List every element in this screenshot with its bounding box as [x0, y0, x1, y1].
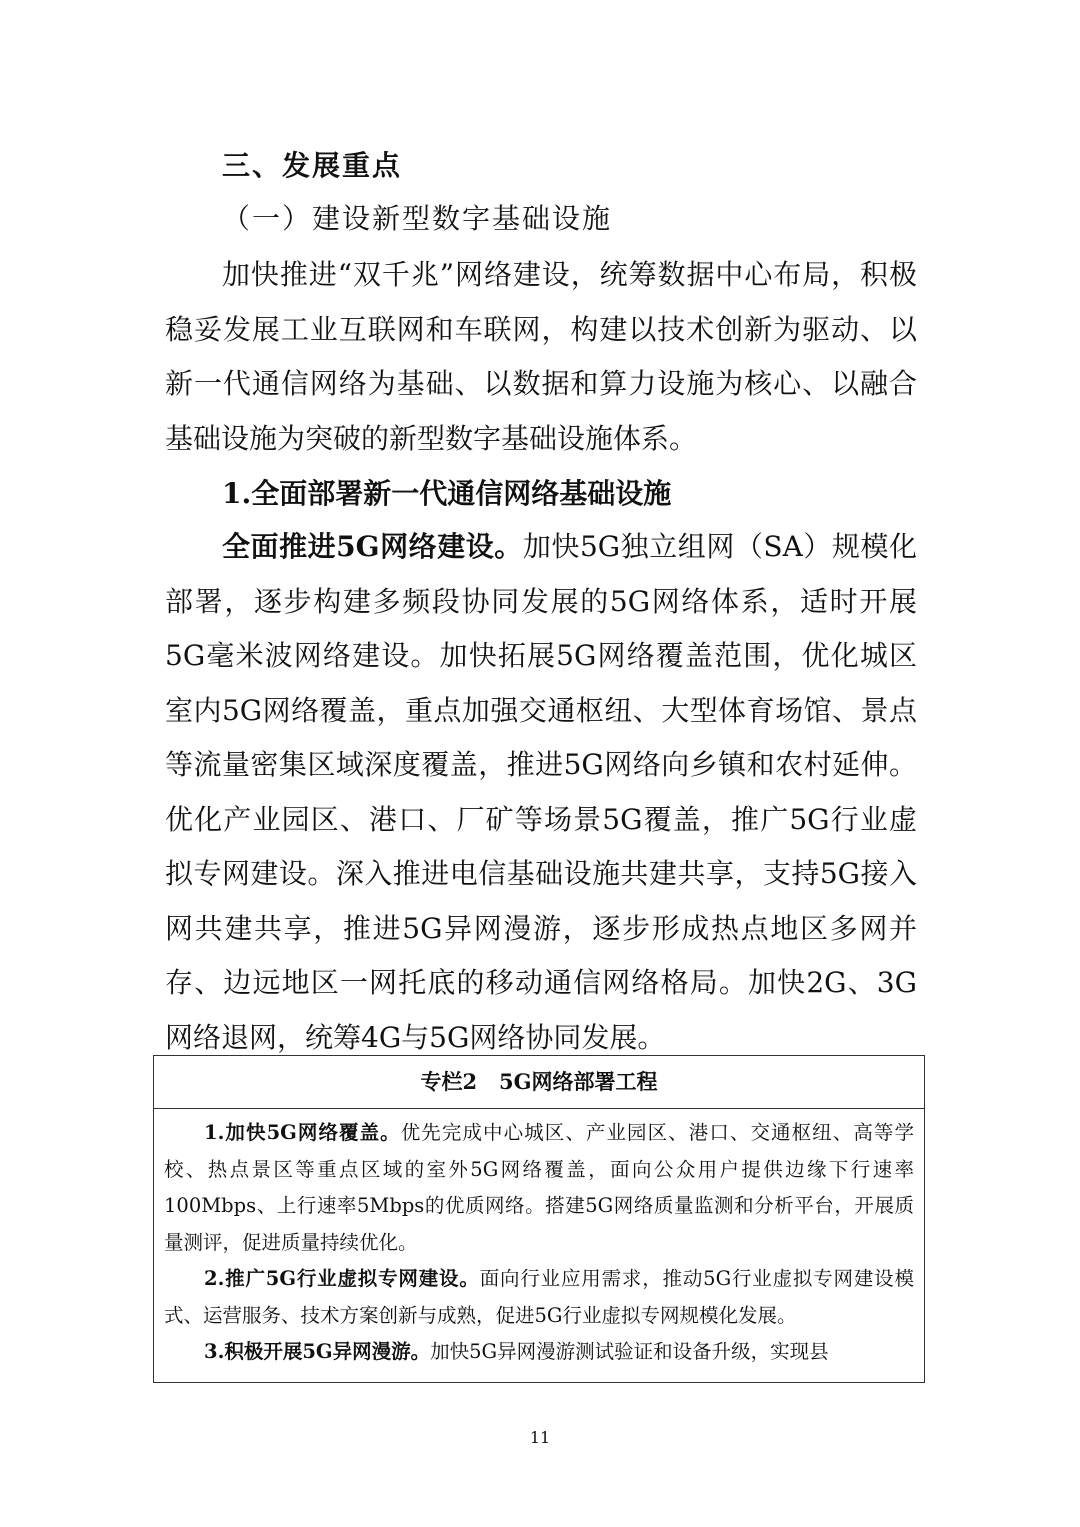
item-heading: 1.全面部署新一代通信网络基础设施	[222, 477, 672, 510]
intro-paragraph: 加快推进“双千兆”网络建设，统筹数据中心布局，积极稳妥发展工业互联网和车联网，构建以技术创新为驱动、以新一代通信网络为基础、以数据和算力设施为核心、以融合基础设施为突破的新型数字基础设施体系。	[165, 258, 917, 455]
5g-paragraph-text: 加快5G独立组网（SA）规模化部署，逐步构建多频段协同发展的5G网络体系，适时开展5G毫米波网络建设。加快拓展5G网络覆盖范围，优化城区室内5G网络覆盖，重点加强交通枢纽、大型体育场馆、景点等流量密集区域深度覆盖，推进5G网络向乡镇和农村延伸。优化产业园区、港口、厂矿等场景5G覆盖，推广5G行业虚拟专网建设。深入推进电信基础设施共建共享，支持5G接入网共建共享，推进5G异网漫游，逐步形成热点地区多网并存、边远地区一网托底的移动通信网络格局。加快2G、3G网络退网，统筹4G与5G网络协同发展。	[165, 530, 917, 1054]
5g-paragraph	[165, 520, 917, 1065]
box-item-text: 加快5G异网漫游测试验证和设备升级，实现县	[430, 1340, 829, 1363]
box-item-lead: 2.推广5G行业虚拟专网建设。	[204, 1267, 480, 1290]
column-box-body	[154, 1109, 924, 1371]
column-box	[153, 1055, 925, 1383]
box-item-text: 面向行业应用需求，推动5G行业虚拟专网建设模式、运营服务、技术方案创新与成熟，促进5G行业虚拟专网规模化发展。	[164, 1267, 914, 1327]
box-item	[164, 1115, 914, 1261]
5g-paragraph-lead: 全面推进5G网络建设。	[222, 530, 523, 563]
section-heading: 三、发展重点	[222, 149, 403, 182]
box-item-lead: 3.积极开展5G异网漫游。	[204, 1340, 431, 1363]
page-number: 11	[529, 1428, 551, 1447]
box-item-text: 优先完成中心城区、产业园区、港口、交通枢纽、高等学校、热点景区等重点区域的室外5G网络覆盖，面向公众用户提供边缘下行速率100Mbps、上行速率5Mbps的优质网络。搭建5G网络质量监测和分析平台，开展质量测评，促进质量持续优化。	[164, 1121, 914, 1254]
box-item	[164, 1334, 914, 1371]
box-item-lead: 1.加快5G网络覆盖。	[204, 1121, 401, 1144]
subsection-heading: （一）建设新型数字基础设施	[222, 202, 613, 235]
box-item	[164, 1261, 914, 1334]
column-box-title: 专栏2 5G网络部署工程	[154, 1056, 924, 1109]
